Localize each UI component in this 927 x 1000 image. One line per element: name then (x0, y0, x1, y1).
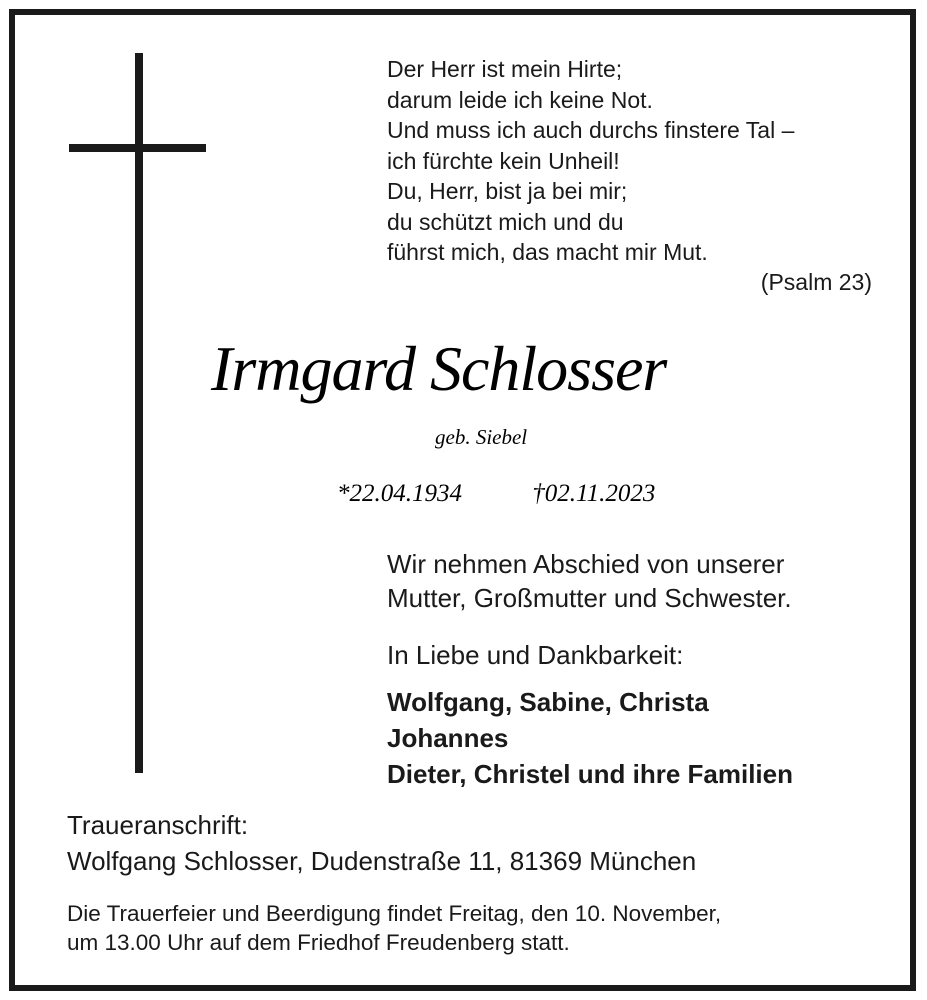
closing-line: In Liebe und Dankbarkeit: (387, 640, 684, 670)
psalm-line: du schützt mich und du (387, 208, 624, 235)
psalm-verse (387, 54, 794, 268)
service-line: um 13.00 Uhr auf dem Friedhof Freudenberg statt. (67, 930, 570, 955)
deceased-name: Irmgard Schlosser (211, 333, 667, 404)
life-dates (337, 480, 655, 508)
maiden-name: geb. Siebel (435, 425, 528, 449)
psalm-line: ich fürchte kein Unheil! (387, 147, 620, 174)
psalm-reference: (Psalm 23) (760, 269, 872, 295)
farewell-line: Mutter, Großmutter und Schwester. (387, 583, 792, 613)
address-value: Wolfgang Schlosser, Dudenstraße 11, 81369 München (67, 846, 697, 876)
family-line: Wolfgang, Sabine, Christa (387, 687, 709, 717)
cross-icon-vertical (135, 53, 143, 773)
death-date: †02.11.2023 (532, 480, 656, 507)
service-line: Die Trauerfeier und Beerdigung findet Freitag, den 10. November, (67, 901, 722, 926)
farewell-line: Wir nehmen Abschied von unserer (387, 549, 785, 579)
psalm-line: führst mich, das macht mir Mut. (387, 239, 708, 265)
psalm-line: Und muss ich auch durchs finstere Tal – (387, 117, 795, 143)
birth-date: *22.04.1934 (337, 480, 462, 507)
cross-icon-horizontal (69, 144, 206, 152)
family-names (387, 684, 793, 792)
psalm-line: Du, Herr, bist ja bei mir; (387, 178, 628, 204)
funeral-service-info (67, 899, 721, 957)
farewell-text (387, 547, 792, 615)
mourning-address (67, 807, 696, 879)
obituary-notice (9, 9, 916, 991)
address-label: Traueranschrift: (67, 810, 249, 840)
psalm-line: Der Herr ist mein Hirte; (387, 56, 623, 82)
family-line: Dieter, Christel und ihre Familien (387, 759, 793, 789)
family-line: Johannes (387, 723, 509, 753)
psalm-line: darum leide ich keine Not. (387, 86, 653, 113)
